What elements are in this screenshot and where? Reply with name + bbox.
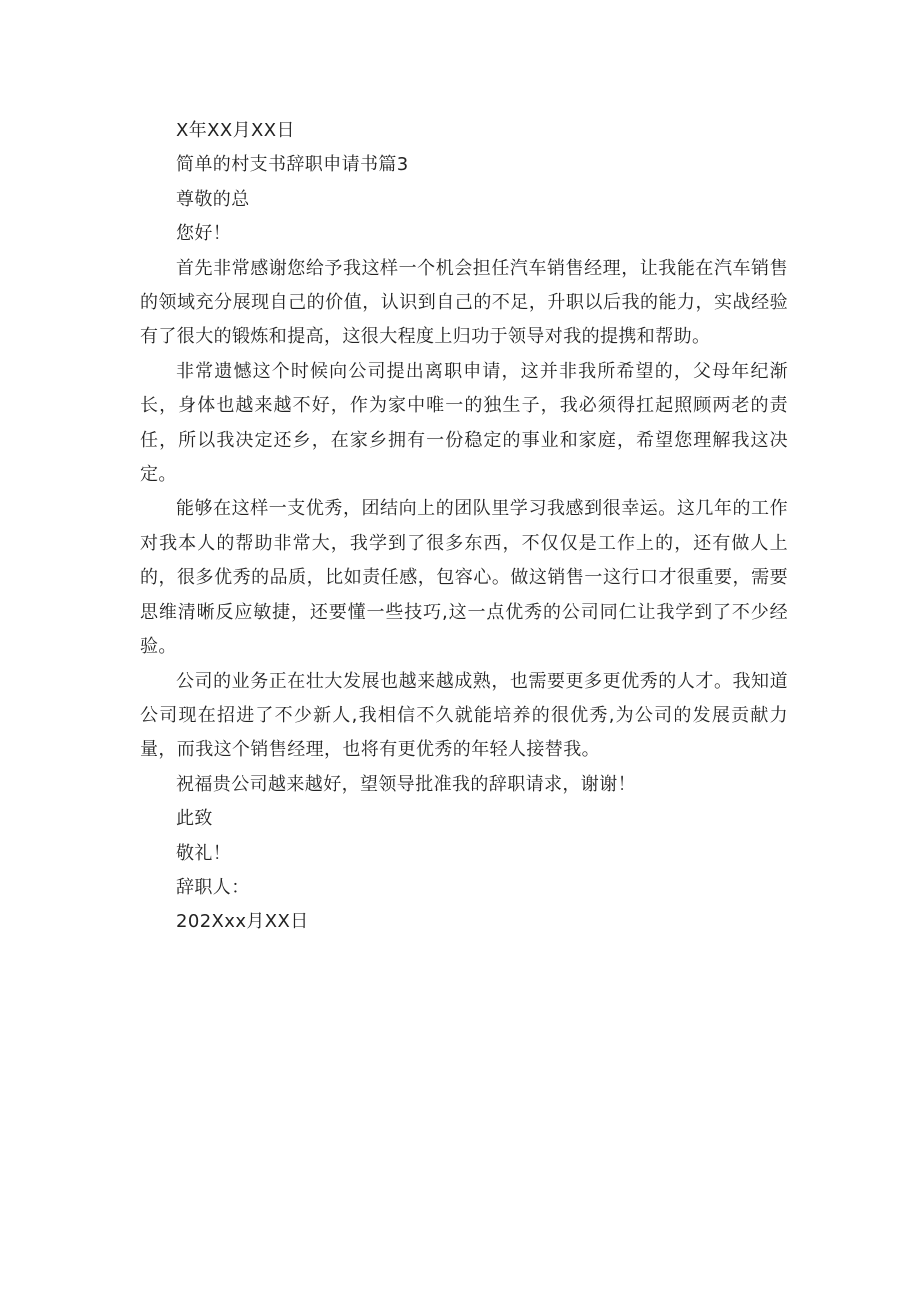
- wishes-line: 祝福贵公司越来越好，望领导批准我的辞职请求，谢谢！: [176, 773, 636, 795]
- top-date: X年XX月XX日: [176, 120, 295, 141]
- closing-line-2: 敬礼！: [176, 842, 232, 864]
- salutation: 尊敬的总: [176, 188, 250, 210]
- letter-heading: 简单的村支书辞职申请书篇3: [176, 154, 409, 176]
- paragraph-3: 能够在这样一支优秀，团结向上的团队里学习我感到很幸运。这几年的工作对我本人的帮助非常大，我学到了很多东西，不仅仅是工作上的，还有做人上的，很多优秀的品质，比如责任感，包容心。做这销售一这行口才很重要，需要思维清晰反应敏捷，还要懂一些技巧,这一点优秀的公司同仁让我学到了不少经验。: [140, 498, 788, 658]
- signer-label: 辞职人：: [176, 876, 250, 898]
- bottom-date: 202Xxx月XX日: [176, 911, 309, 933]
- paragraph-2: 非常遗憾这个时候向公司提出离职申请，这并非我所希望的，父母年纪渐长，身体也越来越不好，作为家中唯一的独生子，我必须得扛起照顾两老的责任，所以我决定还乡，在家乡拥有一份稳定的事业和家庭，希望您理解我这决定。: [140, 360, 788, 486]
- paragraph-1: 首先非常感谢您给予我这样一个机会担任汽车销售经理，让我能在汽车销售的领域充分展现自己的价值，认识到自己的不足，升职以后我的能力，实战经验有了很大的锻炼和提高，这很大程度上归功于领导对我的提携和帮助。: [140, 257, 788, 348]
- paragraph-4: 公司的业务正在壮大发展也越来越成熟，也需要更多更优秀的人才。我知道公司现在招进了不少新人,我相信不久就能培养的很优秀,为公司的发展贡献力量，而我这个销售经理，也将有更优秀的年轻人接替我。: [140, 670, 788, 761]
- greeting: 您好！: [176, 223, 232, 245]
- closing-line-1: 此致: [176, 808, 213, 830]
- letter-body: [140, 114, 788, 940]
